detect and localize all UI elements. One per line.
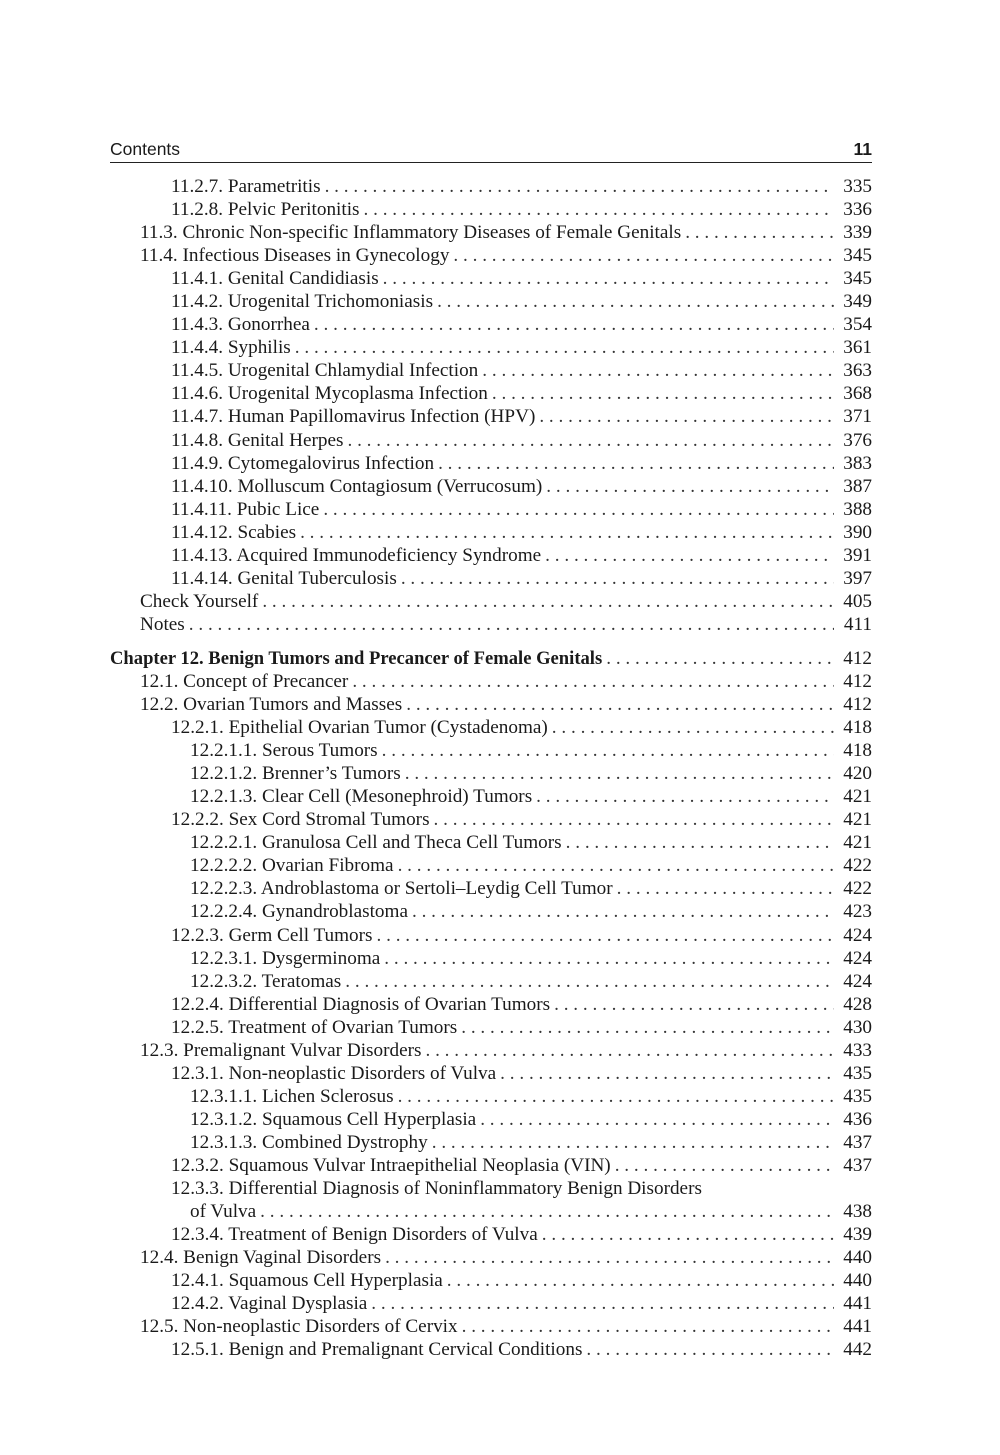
toc-entry-label: 12.2.2.2. Ovarian Fibroma (190, 855, 394, 877)
dot-leader (260, 1200, 834, 1223)
dot-leader (412, 900, 834, 923)
toc-entry-page: 405 (843, 590, 872, 612)
toc-entry-page: 335 (843, 176, 872, 197)
toc-entry-page: 436 (843, 1108, 872, 1130)
toc-entry[interactable] (110, 1085, 872, 1108)
toc-entry-page: 412 (843, 647, 872, 669)
dot-leader (314, 313, 834, 336)
toc-entry-page: 435 (843, 1062, 872, 1084)
toc-entry-label: 12.2.2.1. Granulosa Cell and Theca Cell Tumors (190, 832, 562, 854)
toc-entry[interactable] (110, 716, 872, 739)
toc-entry[interactable] (110, 1269, 872, 1292)
toc-entry[interactable] (110, 739, 872, 762)
toc-entry-label: 11.4.3. Gonorrhea (171, 314, 310, 336)
toc-entry-label: 12.2.2. Sex Cord Stromal Tumors (171, 809, 430, 831)
toc-entry[interactable] (110, 405, 872, 428)
toc-entry-label: 12.3.2. Squamous Vulvar Intraepithelial Neoplasia (VIN) (171, 1154, 611, 1176)
toc-entry-page: 376 (843, 429, 872, 451)
dot-leader (566, 831, 834, 854)
toc-entry-page: 421 (843, 809, 872, 831)
toc-entry-label: 11.4.10. Molluscum Contagiosum (Verrucosum) (171, 475, 543, 497)
toc-entry-page: 387 (843, 475, 872, 497)
toc-entry-label: 11.4.14. Genital Tuberculosis (171, 567, 397, 589)
toc-entry[interactable] (110, 1108, 872, 1131)
toc-entry-page: 349 (843, 291, 872, 313)
toc-entry-page: 397 (843, 567, 872, 589)
toc-entry-page: 390 (843, 521, 872, 543)
toc-entry[interactable] (110, 590, 872, 613)
toc-chapter-entry[interactable] (110, 647, 872, 670)
toc-entry[interactable] (110, 1062, 872, 1085)
toc-entry-label: Check Yourself (140, 590, 259, 612)
dot-leader (615, 1154, 834, 1177)
toc-entry[interactable] (110, 498, 872, 521)
toc-entry-page: 420 (843, 763, 872, 785)
toc-entry[interactable] (110, 521, 872, 544)
toc-entry[interactable] (110, 290, 872, 313)
dot-leader (189, 613, 834, 636)
dot-leader (262, 590, 834, 613)
toc-entry[interactable] (110, 452, 872, 475)
dot-leader (398, 1085, 834, 1108)
toc-entry[interactable] (110, 244, 872, 267)
toc-entry-label: 11.4.5. Urogenital Chlamydial Infection (171, 360, 479, 382)
toc-entry-page: 418 (843, 740, 872, 762)
toc-entry-page: 424 (843, 947, 872, 969)
toc-entry[interactable] (110, 175, 872, 198)
toc-entry-label: 11.4.7. Human Papillomavirus Infection (HPV) (171, 406, 536, 428)
toc-entry-page: 440 (843, 1247, 872, 1269)
toc-entry[interactable] (110, 475, 872, 498)
dot-leader (492, 382, 834, 405)
dot-leader (371, 1292, 834, 1315)
toc-entry-label: of Vulva (190, 1201, 257, 1223)
toc-entry[interactable] (110, 1016, 872, 1039)
toc-entry[interactable] (110, 429, 872, 452)
dot-leader (384, 947, 834, 970)
toc-entry-label: 11.4.11. Pubic Lice (171, 498, 320, 520)
toc-entry-label: 11.4.4. Syphilis (171, 337, 291, 359)
dot-leader (352, 670, 834, 693)
toc-entry-label: 11.4.13. Acquired Immunodeficiency Syndrome (171, 544, 542, 566)
toc-entry-page: 423 (843, 901, 872, 923)
dot-leader (347, 429, 834, 452)
dot-leader (462, 1315, 834, 1338)
dot-leader (447, 1269, 834, 1292)
toc-entry-label: 12.3.1.1. Lichen Sclerosus (190, 1085, 394, 1107)
toc-entry-label: 11.4.9. Cytomegalovirus Infection (171, 452, 435, 474)
dot-leader (364, 198, 835, 221)
dot-leader (401, 567, 834, 590)
toc-entry-label: 11.2.7. Parametritis (171, 176, 321, 197)
dot-leader (434, 808, 834, 831)
toc-entry-page: 345 (843, 268, 872, 290)
running-head (110, 138, 872, 163)
toc-entry[interactable] (110, 544, 872, 567)
toc-entry[interactable] (110, 762, 872, 785)
toc-entry[interactable] (110, 970, 872, 993)
table-of-contents (110, 175, 872, 1361)
toc-entry-label: 12.3.1. Non-neoplastic Disorders of Vulva (171, 1062, 497, 1084)
toc-entry[interactable] (110, 1131, 872, 1154)
toc-entry-label: 12.3. Premalignant Vulvar Disorders (140, 1039, 422, 1061)
toc-entry-label: 12.2.3.1. Dysgerminoma (190, 947, 381, 969)
dot-leader (536, 785, 834, 808)
toc-entry[interactable] (110, 693, 872, 716)
toc-entry-page: 439 (843, 1224, 872, 1246)
toc-entry-label: 12.3.4. Treatment of Benign Disorders of Vulva (171, 1224, 538, 1246)
toc-entry-label: 12.2.5. Treatment of Ovarian Tumors (171, 1016, 458, 1038)
toc-entry-page: 440 (843, 1270, 872, 1292)
running-head-title: Contents (110, 139, 181, 159)
toc-entry[interactable] (110, 1154, 872, 1177)
toc-entry[interactable] (110, 670, 872, 693)
toc-entry[interactable] (110, 924, 872, 947)
toc-entry-label: 12.5.1. Benign and Premalignant Cervical Conditions (171, 1339, 583, 1361)
toc-entry-label: Chapter 12. Benign Tumors and Precancer of Female Genitals (110, 647, 603, 669)
dot-leader (453, 244, 834, 267)
toc-entry-label: 11.4. Infectious Diseases in Gynecology (140, 245, 450, 267)
toc-entry-label: 12.2. Ovarian Tumors and Masses (140, 694, 403, 716)
toc-entry-label: 12.2.3.2. Teratomas (190, 970, 342, 992)
dot-leader (385, 1246, 834, 1269)
toc-entry[interactable] (110, 947, 872, 970)
dot-leader (617, 877, 834, 900)
toc-entry[interactable] (110, 831, 872, 854)
toc-entry[interactable] (110, 808, 872, 831)
dot-leader (345, 970, 834, 993)
toc-entry-page: 418 (843, 717, 872, 739)
dot-leader (500, 1062, 834, 1085)
toc-entry-page: 442 (843, 1339, 872, 1361)
toc-entry-page: 388 (843, 498, 872, 520)
dot-leader (552, 716, 834, 739)
toc-entry-page: 339 (843, 222, 872, 244)
dot-leader (461, 1016, 834, 1039)
toc-entry-page: 363 (843, 360, 872, 382)
dot-leader (323, 498, 834, 521)
toc-entry[interactable] (110, 900, 872, 923)
toc-entry-label: 11.3. Chronic Non-specific Inflammatory Diseases of Female Genitals (140, 222, 682, 244)
toc-entry-label: 12.3.1.3. Combined Dystrophy (190, 1131, 428, 1153)
toc-entry-page: 424 (843, 970, 872, 992)
toc-entry-page: 411 (843, 613, 872, 635)
toc-entry[interactable] (110, 336, 872, 359)
toc-entry-page: 421 (843, 832, 872, 854)
toc-entry-label: 11.4.8. Genital Herpes (171, 429, 344, 451)
toc-entry-page: 441 (843, 1316, 872, 1338)
toc-entry-page: 336 (843, 199, 872, 221)
toc-entry-page: 422 (843, 878, 872, 900)
toc-entry-label: 12.2.1. Epithelial Ovarian Tumor (Cystadenoma) (171, 717, 548, 739)
toc-entry-label: 12.2.4. Differential Diagnosis of Ovarian Tumors (171, 993, 551, 1015)
toc-entry[interactable] (110, 313, 872, 336)
toc-entry-label: 11.4.2. Urogenital Trichomoniasis (171, 291, 434, 313)
toc-entry-page: 371 (843, 406, 872, 428)
dot-leader (437, 290, 834, 313)
toc-entry[interactable] (110, 1338, 872, 1361)
dot-leader (586, 1338, 834, 1361)
toc-entry[interactable] (110, 877, 872, 900)
dot-leader (406, 693, 834, 716)
dot-leader (325, 175, 834, 198)
toc-entry[interactable] (110, 1315, 872, 1338)
dot-leader (542, 1223, 834, 1246)
toc-entry-label: 11.2.8. Pelvic Peritonitis (171, 199, 360, 221)
toc-entry-page: 437 (843, 1154, 872, 1176)
toc-entry-label: 12.2.2.3. Androblastoma or Sertoli–Leydig Cell Tumor (190, 878, 613, 900)
toc-entry-label: 11.4.1. Genital Candidiasis (171, 268, 379, 290)
toc-entry[interactable] (110, 382, 872, 405)
toc-entry[interactable] (110, 1039, 872, 1062)
dot-leader (295, 336, 834, 359)
toc-entry[interactable] (110, 567, 872, 590)
toc-entry-label: 11.4.6. Urogenital Mycoplasma Infection (171, 383, 488, 405)
toc-entry-label: 12.2.3. Germ Cell Tumors (171, 924, 373, 946)
toc-entry[interactable] (110, 613, 872, 636)
toc-entry-page: 441 (843, 1293, 872, 1315)
toc-entry[interactable] (110, 785, 872, 808)
toc-entry[interactable] (110, 993, 872, 1016)
toc-entry[interactable] (110, 267, 872, 290)
dot-leader (546, 475, 834, 498)
toc-entry-page: 435 (843, 1085, 872, 1107)
toc-entry-page: 412 (843, 670, 872, 692)
dot-leader (482, 359, 834, 382)
toc-entry-page: 421 (843, 786, 872, 808)
toc-entry-page: 354 (843, 314, 872, 336)
toc-entry[interactable] (110, 1292, 872, 1315)
toc-entry[interactable] (110, 198, 872, 221)
dot-leader (383, 267, 834, 290)
dot-leader (377, 924, 835, 947)
toc-entry-label: 12.2.1.1. Serous Tumors (190, 740, 378, 762)
toc-entry-page: 437 (843, 1131, 872, 1153)
toc-entry-label: 12.3.1.2. Squamous Cell Hyperplasia (190, 1108, 477, 1130)
toc-entry-label: 12.2.2.4. Gynandroblastoma (190, 901, 408, 923)
toc-entry-label: 12.4.2. Vaginal Dysplasia (171, 1293, 368, 1315)
dot-leader (480, 1108, 834, 1131)
toc-entry-label: 12.2.1.3. Clear Cell (Mesonephroid) Tumors (190, 786, 533, 808)
toc-entry-label: 12.5. Non-neoplastic Disorders of Cervix (140, 1316, 458, 1338)
dot-leader (300, 521, 834, 544)
toc-entry-label: 12.4.1. Squamous Cell Hyperplasia (171, 1270, 443, 1292)
toc-entry[interactable] (110, 221, 872, 244)
toc-entry-page: 368 (843, 383, 872, 405)
toc-entry-page: 383 (843, 452, 872, 474)
dot-leader (606, 647, 834, 670)
toc-entry-page: 438 (843, 1201, 872, 1223)
dot-leader (438, 452, 834, 475)
toc-entry-page: 391 (843, 544, 872, 566)
toc-entry-page: 412 (843, 694, 872, 716)
toc-entry-label: 12.2.1.2. Brenner’s Tumors (190, 763, 401, 785)
dot-leader (382, 739, 834, 762)
dot-leader (539, 405, 834, 428)
dot-leader (405, 762, 834, 785)
toc-entry-label: 12.1. Concept of Precancer (140, 670, 349, 692)
toc-entry-label: 11.4.12. Scabies (171, 521, 297, 543)
dot-leader (545, 544, 834, 567)
dot-leader (432, 1131, 834, 1154)
toc-entry-label-line: 12.3.3. Differential Diagnosis of Noninflammatory Benign Disorders (171, 1178, 702, 1200)
toc-entry[interactable] (110, 1200, 872, 1223)
toc-entry[interactable] (110, 1246, 872, 1269)
dot-leader (398, 854, 834, 877)
toc-entry-page: 428 (843, 993, 872, 1015)
toc-entry[interactable] (110, 854, 872, 877)
toc-entry-page: 345 (843, 245, 872, 267)
toc-entry-page: 433 (843, 1039, 872, 1061)
dot-leader (425, 1039, 834, 1062)
toc-entry-page: 422 (843, 855, 872, 877)
toc-entry-page: 430 (843, 1016, 872, 1038)
toc-entry-page: 424 (843, 924, 872, 946)
page-number: 11 (853, 139, 872, 159)
toc-entry-page: 361 (843, 337, 872, 359)
toc-entry-label: 12.4. Benign Vaginal Disorders (140, 1247, 382, 1269)
toc-entry-label: Notes (140, 613, 185, 635)
dot-leader (685, 221, 834, 244)
toc-entry[interactable] (110, 359, 872, 382)
dot-leader (554, 993, 834, 1016)
toc-entry[interactable] (110, 1223, 872, 1246)
